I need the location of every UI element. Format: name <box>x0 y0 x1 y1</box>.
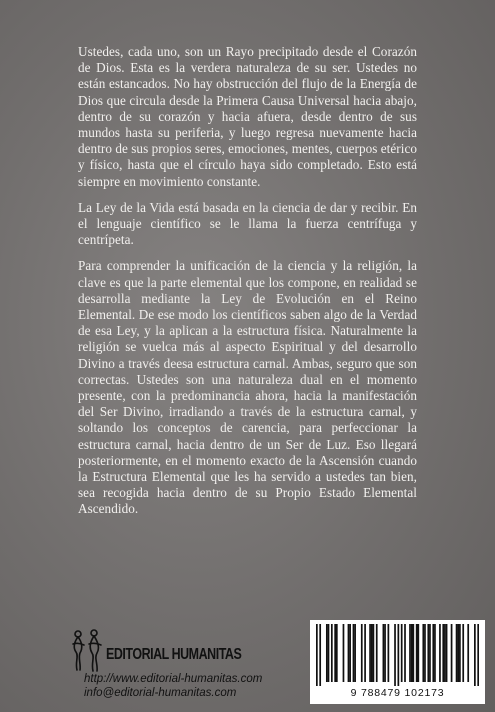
paragraph-2: La Ley de la Vida está basada en la ciencia de dar y recibir. En el lenguaje científico se le llama la fuerza centrífuga y centrípeta. <box>78 199 417 248</box>
barcode-bar <box>422 624 424 682</box>
barcode-bar <box>444 624 446 682</box>
barcode-bar <box>383 624 385 682</box>
barcode-bar <box>434 624 436 682</box>
barcode-bar <box>364 624 366 682</box>
barcode-bar <box>384 624 386 682</box>
barcode-icon <box>316 624 479 686</box>
barcode-bar <box>429 624 431 682</box>
publisher-url[interactable]: http://www.editorial-humanitas.com <box>84 673 263 685</box>
barcode-bar <box>432 624 434 682</box>
publisher-name: EDITORIAL HUMANITAS <box>106 646 242 663</box>
barcode-bar <box>334 624 336 682</box>
barcode-bar <box>412 624 414 682</box>
barcode-bar <box>416 624 418 682</box>
humanitas-logo-icon <box>70 628 104 674</box>
paragraph-3: Para comprender la unificación de la ciencia y la religión, la clave es que la parte elemental que los compone, en realidad se desarrolla mediante la Ley de Evolución en el Reino Elemental. De ese modo los científicos saben algo de la Verdad de esa Ley, y la aplican a la estructura física. Naturalmente la religión se vuelca más al aspecto Espiritual y del desarrollo Divino a través deesa estructura carnal. Ambas, seguro que son correctas. Ustedes son una naturaleza dual en el momento presente, con la predominancia ahora, hacia la manifestación del Ser Divino, irradiando a través de la estructura carnal, y soltando los conceptos de carencia, para perfeccionar la estructura carnal, hacia dentro de un Ser de Luz. Eso llegará posteriormente, en el momento exacto de la Ascensión cuando la Estructura Elemental que les ha servido a ustedes tan bien, sea recogida hacia dentro de su Propio Estado Elemental Ascendido. <box>78 258 417 517</box>
barcode-bar <box>388 624 390 682</box>
isbn-barcode <box>310 620 485 704</box>
barcode-bar <box>427 624 429 682</box>
barcode-bar <box>331 624 333 682</box>
barcode-bar <box>349 624 351 682</box>
barcode-bar <box>411 624 413 682</box>
barcode-bar <box>439 624 441 682</box>
publisher-email[interactable]: info@editorial-humanitas.com <box>84 687 237 699</box>
barcode-bar <box>354 624 356 682</box>
barcode-bar <box>326 624 328 682</box>
barcode-bar <box>424 624 426 682</box>
barcode-bar <box>477 624 479 686</box>
barcode-bar <box>319 624 321 686</box>
barcode-bar <box>459 624 461 682</box>
barcode-bar <box>442 624 444 682</box>
isbn-digits: 9 788479 102173 <box>350 687 445 699</box>
back-cover-text <box>78 44 417 528</box>
barcode-bar <box>373 624 375 682</box>
barcode-bar <box>376 624 378 682</box>
barcode-bar <box>404 624 406 682</box>
barcode-bar <box>371 624 373 682</box>
barcode-bar <box>409 624 411 682</box>
barcode-bar <box>462 624 464 682</box>
barcode-bar <box>361 624 363 682</box>
barcode-bar <box>401 624 403 682</box>
barcode-bar <box>398 624 400 686</box>
barcode-bar <box>336 624 338 682</box>
barcode-bar <box>456 624 458 682</box>
barcode-bar <box>451 624 453 682</box>
barcode-bar <box>474 624 476 686</box>
publisher-block <box>70 620 270 700</box>
barcode-bar <box>343 624 345 682</box>
paragraph-1: Ustedes, cada uno, son un Rayo precipitado desde el Corazón de Dios. Esta es la verdera naturaleza de su ser. Ustedes no están estancados. No hay obstrucción del flujo de la Energía de Dios que circula desde la Primera Causa Universal hacia abajo, dentro de su corazón y hacia afuera, desde dentro de sus mundos hasta su periferia, y luego regresa nuevamente hacia dentro de sus propios seres, emociones, mentes, cuerpos etérico y físico, hasta que el círculo haya sido completado. Esto está siempre en movimiento constante. <box>78 44 417 189</box>
barcode-bar <box>446 624 448 682</box>
barcode-bar <box>353 624 355 682</box>
barcode-bar <box>369 624 371 682</box>
barcode-bar <box>348 624 350 682</box>
barcode-bar <box>316 624 318 686</box>
barcode-bar <box>394 624 396 686</box>
barcode-bar <box>417 624 419 682</box>
barcode-bar <box>328 624 330 682</box>
barcode-bar <box>467 624 469 682</box>
barcode-bar <box>457 624 459 682</box>
